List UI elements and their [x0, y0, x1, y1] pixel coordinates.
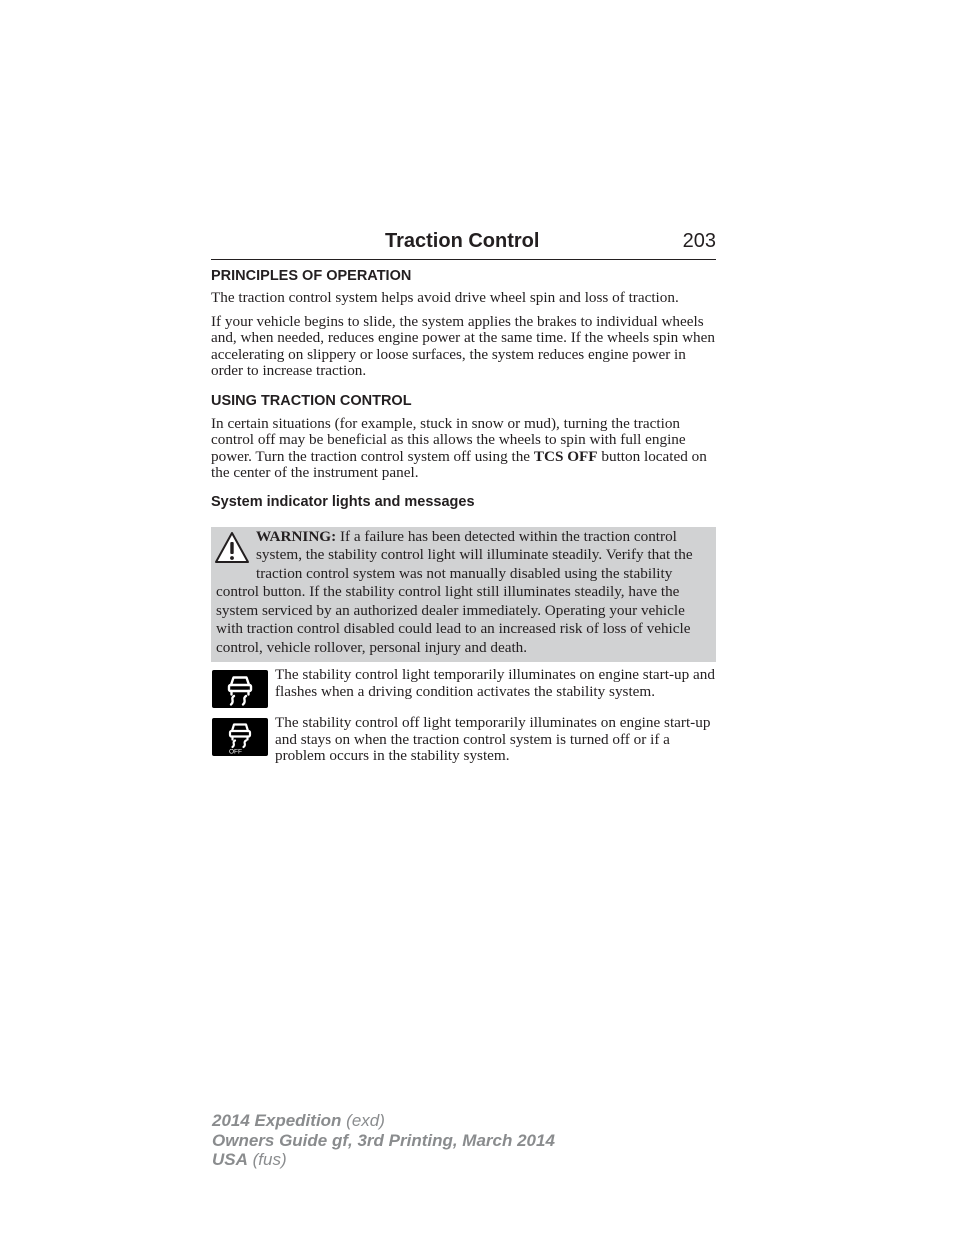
footer-line-3 — [212, 1150, 555, 1170]
indicator-stability-control-off-text: The stability control off light temporarily illuminates on engine start-up and stays on when the traction control system is turned off or if a problem occurs in the stability system. — [275, 714, 711, 764]
warning-label: WARNING: — [256, 527, 337, 545]
footer-model: 2014 Expedition — [212, 1111, 342, 1130]
paragraph-using-1 — [211, 416, 716, 482]
page-footer — [212, 1111, 555, 1170]
warning-box — [211, 527, 716, 663]
footer-region-code: (fus) — [247, 1150, 287, 1169]
indicator-stability-control-off — [211, 715, 716, 765]
paragraph-principles-2: If your vehicle begins to slide, the system applies the brakes to individual wheels and, when needed, reduces engine power at the same time. If the wheels spin when accelerating on slippery or loose surfaces, the system reduces engine power in order to increase traction. — [211, 312, 715, 379]
footer-printing: Owners Guide gf, 3rd Printing, March 2014 — [212, 1130, 555, 1150]
page-title: Traction Control — [385, 230, 540, 252]
tcs-off-label: TCS OFF — [533, 447, 598, 465]
footer-model-code: (exd) — [341, 1111, 385, 1130]
warning-text: If a failure has been detected within the traction control system, the stability control light will illuminate steadily. Verify that the traction control system was not manually disabled using the stability control button. If the stability control light still illuminates steadily, have the system serviced by an authorized dealer immediately. Operating your vehicle with traction control disabled could lead to an increased risk of loss of vehicle control, vehicle rollover, personal injury and death. — [216, 527, 693, 656]
warning-triangle-icon — [214, 530, 250, 566]
indicator-stability-control-text: The stability control light temporarily illuminates on engine start-up and flashes when a driving condition activates the stability system. — [275, 666, 715, 700]
stability-control-light-icon — [212, 670, 268, 708]
text-segment: button located on the center of the instrument panel. — [211, 447, 707, 481]
footer-line-2 — [212, 1131, 555, 1151]
heading-principles-of-operation: PRINCIPLES OF OPERATION — [211, 268, 412, 284]
text-segment: In certain situations (for example, stuck in snow or mud), turning the traction control off may be beneficial as this allows the wheels to spin with full engine power. Turn the traction control system off using the — [211, 414, 686, 465]
page-header — [211, 228, 716, 260]
page-content — [211, 266, 716, 772]
stability-control-off-light-icon — [212, 718, 268, 756]
page-number: 203 — [682, 230, 716, 252]
footer-line-1 — [212, 1111, 555, 1131]
footer-region: USA — [212, 1150, 248, 1169]
off-label: OFF — [229, 748, 242, 756]
heading-using-traction-control: USING TRACTION CONTROL — [211, 392, 412, 409]
paragraph-principles-1: The traction control system helps avoid drive wheel spin and loss of traction. — [211, 289, 679, 306]
heading-system-indicator-lights: System indicator lights and messages — [211, 493, 475, 510]
indicator-stability-control — [211, 667, 716, 708]
